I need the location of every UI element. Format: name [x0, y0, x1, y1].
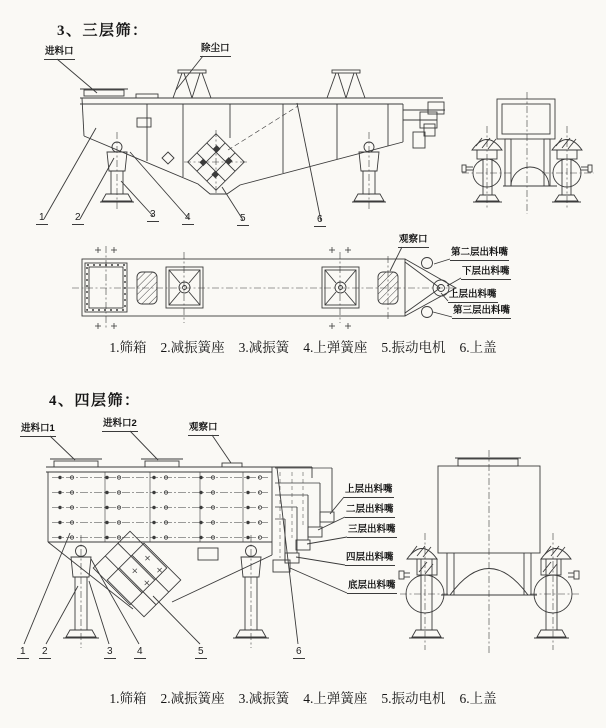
part-number-2: 2	[72, 212, 84, 225]
caption-part: 2.减振簧座	[160, 340, 225, 355]
three-layer-end-view-drawing	[462, 92, 594, 214]
label-feed-inlet-1: 进料口1	[20, 424, 56, 437]
part-number-6: 6	[314, 214, 326, 227]
four-layer-end-view-drawing	[399, 450, 580, 655]
label-outlet-layer3: 第三层出料嘴	[452, 306, 511, 319]
three-layer-side-view-drawing	[44, 56, 445, 221]
part-number-1: 1	[36, 212, 48, 225]
caption-part: 3.减振簧	[238, 691, 290, 706]
part-number-5: 5	[237, 213, 249, 226]
caption-part: 3.减振簧	[238, 340, 290, 355]
three-layer-top-view-drawing	[72, 246, 461, 330]
label-outlet-bottom: 底层出料嘴	[347, 581, 397, 594]
parts-caption-four-layer	[0, 687, 606, 707]
caption-part: 1.筛箱	[109, 340, 147, 355]
label-outlet-top: 上层出料嘴	[344, 485, 394, 498]
four-layer-side-view-drawing	[24, 431, 347, 648]
part-number-3: 3	[104, 646, 116, 659]
section-heading-three-layer: 3、三层筛：	[57, 23, 149, 39]
part-number-4: 4	[182, 212, 194, 225]
label-outlet-upper: 上层出料嘴	[448, 290, 498, 303]
caption-part: 6.上盖	[459, 691, 497, 706]
section-heading-four-layer: 4、四层筛：	[49, 393, 141, 409]
label-feed-inlet: 进料口	[44, 47, 75, 60]
label-observe-port: 观察口	[398, 235, 429, 248]
label-outlet-layer4: 四层出料嘴	[345, 553, 395, 566]
caption-part: 4.上弹簧座	[303, 691, 368, 706]
caption-part: 5.振动电机	[381, 340, 446, 355]
label-observe-port-4: 观察口	[188, 423, 219, 436]
caption-part: 2.减振簧座	[160, 691, 225, 706]
caption-part: 5.振动电机	[381, 691, 446, 706]
label-outlet-layer3-4: 三层出料嘴	[347, 525, 397, 538]
label-outlet-layer2: 第二层出料嘴	[450, 248, 509, 261]
part-number-6: 6	[293, 646, 305, 659]
part-number-1: 1	[17, 646, 29, 659]
caption-part: 1.筛箱	[109, 691, 147, 706]
part-number-5: 5	[195, 646, 207, 659]
parts-caption-three-layer	[0, 336, 606, 356]
part-number-3: 3	[147, 209, 159, 222]
caption-part: 6.上盖	[459, 340, 497, 355]
label-outlet-lower: 下层出料嘴	[461, 267, 511, 280]
part-number-2: 2	[39, 646, 51, 659]
part-number-4: 4	[134, 646, 146, 659]
caption-part: 4.上弹簧座	[303, 340, 368, 355]
label-feed-inlet-2: 进料口2	[102, 419, 138, 432]
label-dust-port: 除尘口	[200, 44, 231, 57]
label-outlet-layer2-4: 二层出料嘴	[345, 505, 395, 518]
